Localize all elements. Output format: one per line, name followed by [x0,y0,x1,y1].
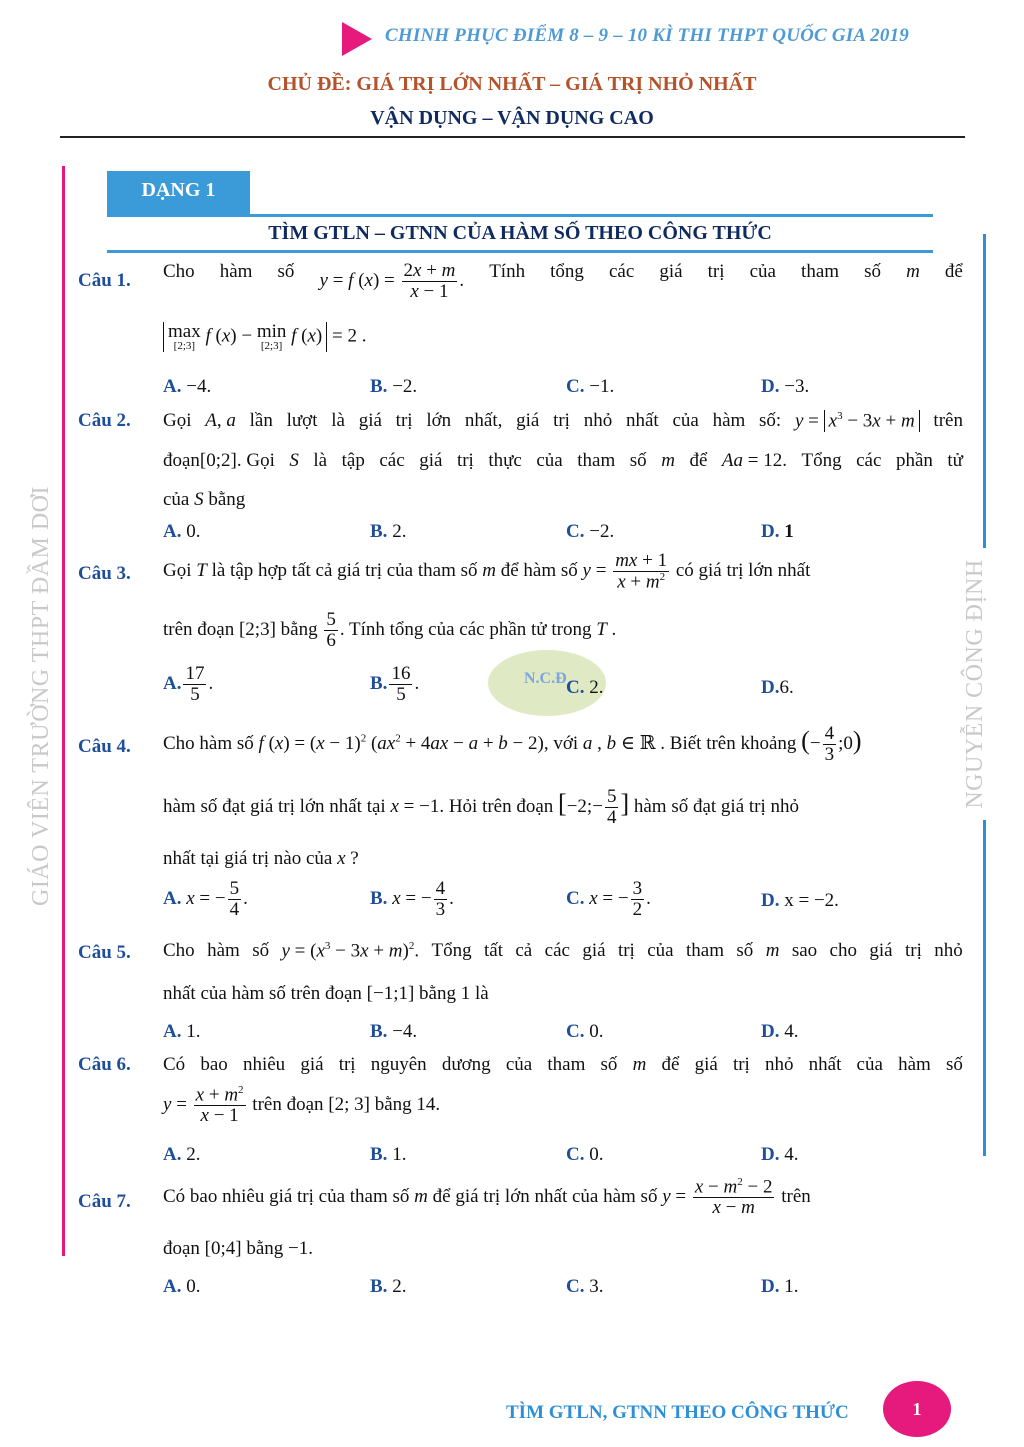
question-1-option-d: D. −3. [761,376,810,397]
question-3-option-c: C. 2. [566,677,604,698]
question-2-label: Câu 2. [78,410,131,431]
question-5-label: Câu 5. [78,942,131,963]
watermark-text: N.C.Đ [524,670,567,687]
left-margin-bar [62,166,65,1256]
header-triangle-icon [342,22,372,56]
question-2-text-3: của S bằng [163,489,246,510]
question-2-option-b: B. 2. [370,521,407,542]
question-1-option-c: C. −1. [566,376,615,397]
question-4-label: Câu 4. [78,736,131,757]
side-text-right: NGUYỄN CÔNG ĐỊNH [962,548,989,820]
question-3-text-2: trên đoạn [2;3] bằng $\frac{5}{6}$ . Tính tổng của các phần tử trong T . [163,609,617,651]
side-text-left: GIÁO VIÊN TRƯỜNG THPT ĐẦM DƠI [28,466,55,926]
section-rule-bottom [107,250,933,253]
question-4-text-1: Cho hàm số f $(x) = (x - 1)^2$ $(ax^2 + 4ax - a + b - 2)$, với a , b ∈ ℝ . Biết trên khoảng (− $\frac{4}{3}$ ;0) [163,723,862,765]
topic-title: CHỦ ĐỀ: GIÁ TRỊ LỚN NHẤT – GIÁ TRỊ NHỎ NHẤT [267,73,757,95]
question-6-option-c: C. 0. [566,1144,604,1165]
question-3-label: Câu 3. [78,563,131,584]
question-6-option-d: D. 4. [761,1144,799,1165]
question-3-option-a: A. $\frac{17}{5}$ . [163,663,214,705]
question-3-option-d: D.6. [761,677,794,698]
question-6-option-b: B. 1. [370,1144,407,1165]
question-4-option-b: B. x = − $\frac{4}{3}$ . [370,878,454,920]
question-2-text-1: Gọi A, a lần lượt là giá trị lớn nhất, giá trị nhỏ nhất của hàm số: $y = x^3 - 3x + m$ trên [163,410,963,432]
question-7-option-c: C. 3. [566,1276,604,1297]
question-7-text-2: đoạn [0;4] bằng −1. [163,1238,314,1259]
question-6-label: Câu 6. [78,1054,131,1075]
question-1-option-b: B. −2. [370,376,418,397]
question-1-condition: max [2;3] f (x) − min [2;3] f (x) = 2 . [163,322,366,352]
question-5-option-d: D. 4. [761,1021,799,1042]
question-4-option-a: A. x = − $\frac{5}{4}$ . [163,878,248,920]
question-6-text-2: y = $\frac{x + m^2}{x - 1}$ trên đoạn [2; 3] bằng 14. [163,1084,441,1127]
question-1-label: Câu 1. [78,270,131,291]
question-7-option-d: D. 1. [761,1276,799,1297]
question-1-text: Cho hàm số y = f (x) = $\frac{2x + m}{x - 1}$ . Tính tổng các giá trị của tham số m để [163,260,963,302]
question-4-text-3: nhất tại giá trị nào của x ? [163,848,359,869]
question-2-text-2: đoạn[0;2]. Gọi S là tập các giá trị thực của tham số m để Aa = 12. Tổng các phần tử [163,450,963,471]
question-7-text-1: Có bao nhiêu giá trị của tham số m để giá trị lớn nhất của hàm số y = $\frac{x - m^2 - 2}{x - m}$ trên [163,1176,811,1219]
question-4-text-2: hàm số đạt giá trị lớn nhất tại x = −1. Hỏi trên đoạn [−2;− $\frac{5}{4}$ ] hàm số đạt giá trị nhỏ [163,786,800,828]
question-2-option-c: C. −2. [566,521,615,542]
question-5-text-2: nhất của hàm số trên đoạn [−1;1] bằng 1 là [163,983,489,1004]
question-7-option-a: A. 0. [163,1276,201,1297]
question-6-text-1: Có bao nhiêu giá trị nguyên dương của tham số m để giá trị nhỏ nhất của hàm số [163,1054,963,1075]
question-2-option-a: A. 0. [163,521,201,542]
series-title: CHINH PHỤC ĐIỂM 8 – 9 – 10 KÌ THI THPT QUỐC GIA 2019 [385,25,909,46]
question-6-option-a: A. 2. [163,1144,201,1165]
section-label: DẠNG 1 [107,171,250,216]
header-divider [60,136,965,138]
question-7-option-b: B. 2. [370,1276,407,1297]
question-4-option-c: C. x = − $\frac{3}{2}$ . [566,878,651,920]
question-7-label: Câu 7. [78,1191,131,1212]
section-title: TÌM GTLN – GTNN CỦA HÀM SỐ THEO CÔNG THỨC [268,222,772,244]
section-rule-top [107,214,933,217]
question-4-option-d: D. x = −2. [761,890,839,911]
footer-title: TÌM GTLN, GTNN THEO CÔNG THỨC [506,1402,849,1423]
question-5-option-b: B. −4. [370,1021,418,1042]
level-title: VẬN DỤNG – VẬN DỤNG CAO [370,107,654,129]
question-3-text-1: Gọi T là tập hợp tất cả giá trị của tham số m để hàm số y = $\frac{mx + 1}{x + m^2}$ có giá trị lớn nhất [163,550,811,593]
page-number: 1 [883,1381,951,1437]
question-5-option-c: C. 0. [566,1021,604,1042]
question-5-text-1: Cho hàm số $y = (x^3 - 3x + m)^2$. Tổng tất cả các giá trị của tham số m sao cho giá trị nhỏ [163,940,963,962]
question-3-option-b: B. $\frac{16}{5}$ . [370,663,420,705]
question-1-option-a: A. −4. [163,376,212,397]
question-5-option-a: A. 1. [163,1021,201,1042]
question-2-option-d: D. 1 [761,521,794,542]
